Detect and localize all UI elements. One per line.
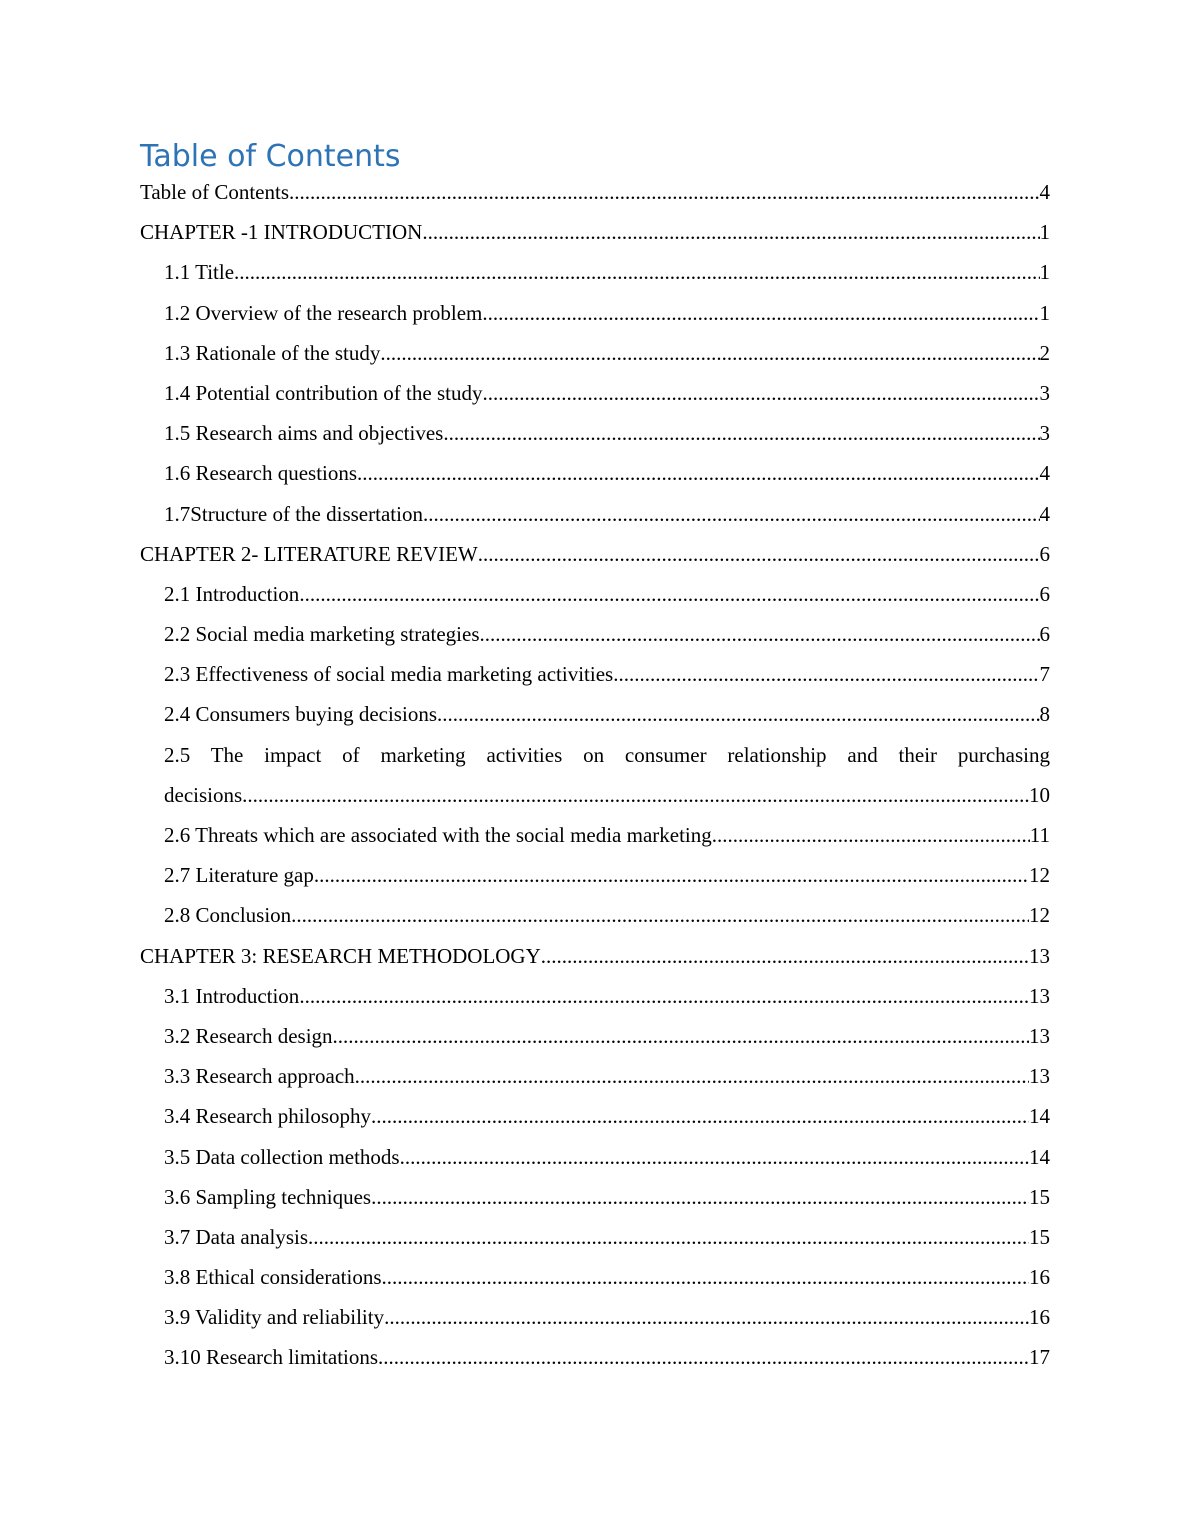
toc-entry-text: 3.1 Introduction [164, 983, 300, 1008]
toc-entry-text: 3.5 Data collection methods [164, 1144, 400, 1169]
toc-page-number: 3 [1039, 421, 1050, 446]
toc-page-number: 12 [1029, 903, 1050, 928]
toc-heading: Table of Contents [140, 139, 401, 174]
toc-entry-chapter-1[interactable] [140, 212, 1050, 252]
toc-entry-1-1[interactable] [140, 252, 1050, 292]
toc-entry-3-9[interactable] [140, 1297, 1050, 1337]
toc-entry-1-6[interactable] [140, 453, 1050, 493]
toc-leader-dots [333, 1016, 1029, 1056]
toc-entry-1-2[interactable] [140, 293, 1050, 333]
toc-entry-3-6[interactable] [140, 1177, 1050, 1217]
toc-leader-dots [480, 614, 1040, 654]
toc-page-number: 14 [1029, 1144, 1050, 1169]
toc-entry-3-7[interactable] [140, 1217, 1050, 1257]
toc-entry-2-1[interactable] [140, 574, 1050, 614]
toc-page-number: 13 [1029, 1064, 1050, 1089]
toc-leader-dots [234, 252, 1039, 292]
toc-page-number: 1 [1039, 300, 1050, 325]
toc-entry-text: 2.2 Social media marketing strategies [164, 622, 480, 647]
toc-entry-text: 2.6 Threats which are associated with the social media marketing [164, 823, 712, 847]
toc-entry-2-7[interactable] [140, 855, 1050, 895]
toc-leader-dots [482, 373, 1039, 413]
toc-leader-dots [314, 855, 1029, 895]
toc-entry-2-4[interactable] [140, 694, 1050, 734]
toc-entry-1-3[interactable] [140, 333, 1050, 373]
toc-leader-dots [423, 494, 1040, 534]
toc-page-number: 11 [1029, 823, 1050, 847]
toc-entry-continuation [164, 775, 1050, 815]
toc-entry-chapter-2[interactable] [140, 534, 1050, 574]
toc-leader-dots [478, 534, 1040, 574]
toc-leader-dots [291, 895, 1029, 935]
toc-leader-dots [299, 976, 1029, 1016]
toc-page-number: 13 [1029, 1023, 1050, 1048]
toc-entry-2-3[interactable] [140, 654, 1050, 694]
toc-entry-3-8[interactable] [140, 1257, 1050, 1297]
toc-entry-2-6[interactable] [140, 815, 1050, 855]
toc-entry-text: 3.10 Research limitations [164, 1345, 379, 1370]
toc-leader-dots [299, 574, 1039, 614]
toc-entry-3-10[interactable] [140, 1337, 1050, 1377]
toc-page-number: 17 [1029, 1345, 1050, 1370]
toc-entry-3-3[interactable] [140, 1056, 1050, 1096]
toc-entry-text-line-2: decisions [164, 782, 243, 807]
toc-leader-dots [384, 1297, 1029, 1337]
toc-entry-text: 3.3 Research approach [164, 1064, 355, 1089]
toc-page-number: 8 [1039, 702, 1050, 727]
toc-page-number: 4 [1039, 501, 1050, 526]
toc-entry-2-8[interactable] [140, 895, 1050, 935]
toc-leader-dots [242, 775, 1029, 815]
toc-page-number: 6 [1039, 581, 1050, 606]
toc-leader-dots [371, 1177, 1029, 1217]
toc-entry-text: 1.1 Title [164, 260, 235, 285]
toc-entry-text: 1.5 Research aims and objectives [164, 421, 444, 446]
toc-entry-text: 3.4 Research philosophy [164, 1104, 372, 1129]
toc-leader-dots [482, 293, 1039, 333]
toc-entry-text: 3.7 Data analysis [164, 1224, 309, 1249]
toc-entry-text: 2.1 Introduction [164, 581, 300, 606]
toc-entry-text: 3.9 Validity and reliability [164, 1305, 385, 1330]
toc-entry-text: CHAPTER -1 INTRODUCTION [140, 220, 423, 245]
toc-page-number: 4 [1039, 461, 1050, 486]
toc-page-number: 4 [1039, 180, 1050, 204]
toc-leader-dots [437, 694, 1040, 734]
toc-page-number: 6 [1039, 622, 1050, 647]
toc-entry-text-line-1: 2.5 The impact of marketing activities on consumer relationship and their purchasing [164, 742, 1050, 767]
toc-entry-2-2[interactable] [140, 614, 1050, 654]
toc-entry-chapter-3[interactable] [140, 936, 1050, 976]
toc-leader-dots [380, 333, 1039, 373]
toc-entry-text: 1.2 Overview of the research problem [164, 300, 483, 325]
toc-page-number: 1 [1039, 260, 1050, 285]
toc-page-number: 16 [1029, 1305, 1050, 1330]
toc-page-number: 13 [1029, 983, 1050, 1008]
toc-leader-dots [613, 654, 1039, 694]
toc-leader-dots [355, 1056, 1029, 1096]
toc-list [140, 172, 1050, 1378]
toc-leader-dots [371, 1096, 1029, 1136]
toc-entry-2-5[interactable] [140, 735, 1050, 815]
toc-leader-dots [289, 172, 1040, 212]
toc-entry-1-4[interactable] [140, 373, 1050, 413]
toc-leader-dots [308, 1217, 1029, 1257]
toc-leader-dots [443, 413, 1039, 453]
toc-leader-dots [541, 936, 1029, 976]
toc-page-number: 15 [1029, 1224, 1050, 1249]
toc-page-number: 6 [1039, 541, 1050, 566]
toc-entry-3-2[interactable] [140, 1016, 1050, 1056]
toc-entry-text: 1.4 Potential contribution of the study [164, 380, 483, 405]
toc-entry-text: 2.3 Effectiveness of social media marketing activities [164, 662, 614, 687]
toc-page-number: 13 [1029, 943, 1050, 968]
toc-entry-text: CHAPTER 3: RESEARCH METHODOLOGY [140, 943, 541, 968]
toc-page-number: 1 [1039, 220, 1050, 245]
toc-entry-1-5[interactable] [140, 413, 1050, 453]
toc-page-number: 12 [1029, 863, 1050, 888]
toc-leader-dots [382, 1257, 1029, 1297]
toc-page-number: 2 [1039, 340, 1050, 365]
toc-entry-text: 1.7Structure of the dissertation [164, 501, 423, 526]
toc-entry-text: 2.8 Conclusion [164, 903, 292, 928]
toc-leader-dots [400, 1137, 1029, 1177]
toc-page-number: 10 [1029, 782, 1050, 807]
toc-entry-3-5[interactable] [140, 1137, 1050, 1177]
toc-entry-1-7[interactable] [140, 494, 1050, 534]
toc-entry-text: 3.2 Research design [164, 1023, 333, 1048]
toc-entry-text: CHAPTER 2- LITERATURE REVIEW [140, 541, 478, 566]
toc-leader-dots [357, 453, 1039, 493]
toc-entry-text: 1.6 Research questions [164, 461, 358, 486]
toc-entry-text: 3.8 Ethical considerations [164, 1265, 382, 1290]
toc-leader-dots [422, 212, 1039, 252]
toc-entry-3-4[interactable] [140, 1096, 1050, 1136]
toc-leader-dots [712, 815, 1030, 855]
toc-page-number: 3 [1039, 380, 1050, 405]
toc-page-number: 15 [1029, 1184, 1050, 1209]
toc-entry-text: 2.7 Literature gap [164, 863, 314, 888]
toc-leader-dots [378, 1337, 1029, 1377]
toc-page-number: 14 [1029, 1104, 1050, 1129]
toc-entry-text: 1.3 Rationale of the study [164, 340, 381, 365]
toc-entry-text: 2.4 Consumers buying decisions [164, 702, 437, 727]
toc-entry-table-of-contents[interactable] [140, 172, 1050, 212]
toc-page-number: 16 [1029, 1265, 1050, 1290]
toc-entry-text: 3.6 Sampling techniques [164, 1184, 372, 1209]
toc-entry-text: Table of Contents [140, 180, 289, 204]
toc-page-number: 7 [1039, 662, 1050, 687]
toc-entry-3-1[interactable] [140, 976, 1050, 1016]
